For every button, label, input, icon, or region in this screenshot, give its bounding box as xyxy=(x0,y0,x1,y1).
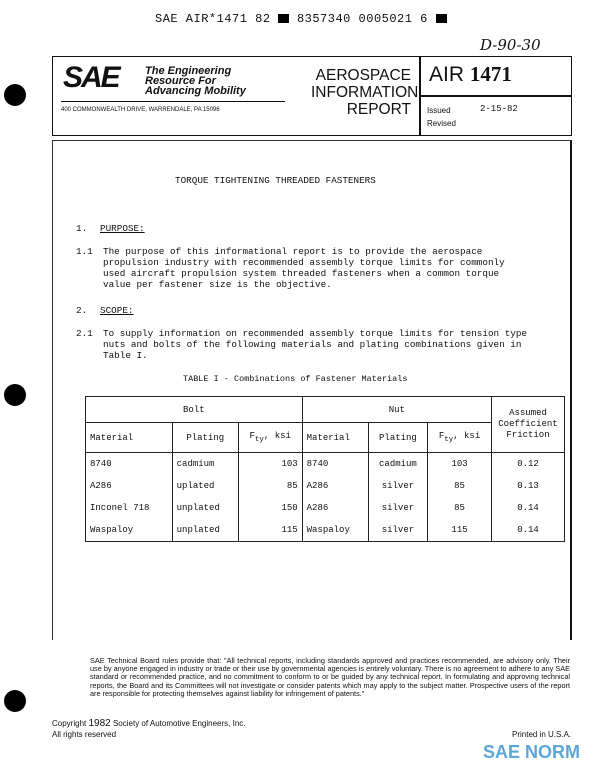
table-row: 8740 cadmium 103 8740 cadmium 103 0.12 xyxy=(86,453,565,476)
document-page: SAE AIR*1471 82 8357340 0005021 6 D-90-30 SAE The Engineering Resource For Advancing Mobility 400 COMMONWEALTH DRIVE, WARRENDALE, PA 15096 AEROSPACE INFORMATION REPORT AIR 1471 Issued Revised 2-15-82 TORQUE TIGHTENING THREADED FASTENERS 1. PURPOSE: 1.1 The purpose of this informational report is to provide the aerospace propulsion industry with recommended assembly torque limits for commonly used aircraft propulsion system threaded fasteners when a common torque value per fastener size is the objective. 2. SCOPE: 2.1 To supply information on recommended assembly torque limits for tension type nuts and bolts of the following materials and plating combinations given in Table I. TABLE I - Combinations of Fastener Materials Bolt Nut Assumed Coefficient Friction Material Plating $F_{ty}$, ksi Material Plating $F_{ty}$, ksi 8740 cadmium 103 8740 cadmium 103 0.12 A286 uplated 85 A286 silver 85 0.13 Inconel 718 unplated 150 A286 silver 85 0.14 Waspaloy unplated 115 Waspaloy silver 115 0.14 SAE Technical Board rules provide that: "All technical reports, including standards approved and practices recommended, are advisory only. Their use by anyone engaged in industry or trade or their use by governmental agencies is entirely voluntary. There is no agreement to adhere to any SAE standard or recommended practice, and no commitment to conform to or be guided by any technical report. In formulating and approving technical reports, the Board and its Committees will not investigate or consider patents which may apply to the subject matter. Prospective users of the report are responsible for protecting themselves against liability for infringement of patents." Copyright 1982 Society of Automotive Engineers, Inc. All rights reserved Printed in U.S.A. SAE NORM xyxy=(0,0,600,776)
section-heading: SCOPE: xyxy=(100,305,134,316)
archive-stamp: SAE AIR*1471 82 8357340 0005021 6 xyxy=(155,12,447,26)
section-heading: PURPOSE: xyxy=(100,223,145,234)
sae-norm-watermark: SAE NORM xyxy=(483,742,581,762)
document-number: AIR 1471 xyxy=(429,62,512,86)
table-row: A286 uplated 85 A286 silver 85 0.13 xyxy=(86,475,565,497)
tagline: The Engineering Resource For Advancing Mobility xyxy=(145,65,246,97)
body-frame xyxy=(52,140,572,640)
materials-table: Bolt Nut Assumed Coefficient Friction Material Plating $F_{ty}$, ksi Material Plating $F_{ty}$, ksi 8740 cadmium 103 8740 cadmium 103 0.12 A286 uplated 85 A286 silver 85 0.13 Inconel 718 unplated 150 A286 silver 85 0.14 Waspaloy unplated 115 Waspaloy silver 115 0.14 xyxy=(85,396,565,542)
table-caption: TABLE I - Combinations of Fastener Materials xyxy=(183,374,408,384)
document-title: TORQUE TIGHTENING THREADED FASTENERS xyxy=(175,175,376,186)
table-row: Inconel 718 unplated 150 A286 silver 85 0.14 xyxy=(86,497,565,519)
divider xyxy=(61,101,285,102)
punch-hole xyxy=(4,384,26,406)
paragraph: To supply information on recommended assembly torque limits for tension type nuts and bolts of the following materials and plating combinations given in Table I. xyxy=(103,328,528,361)
printed-in: Printed in U.S.A. xyxy=(512,730,572,739)
handwritten-note: D-90-30 xyxy=(480,36,541,54)
paragraph: The purpose of this informational report is to provide the aerospace propulsion industry with recommended assembly torque limits for commonly used aircraft propulsion system threaded fasteners when a common torque value per fastener size is the objective. xyxy=(103,246,505,290)
punch-hole xyxy=(4,84,26,106)
sae-logo: SAE xyxy=(63,61,119,94)
disclaimer: SAE Technical Board rules provide that: "All technical reports, including standards approved and practices recommended, are advisory only. Their use by anyone engaged in industry or trade or their use by governmental agencies is entirely voluntary. There is no agreement to adhere to any SAE standard or recommended practice, and no commitment to conform to or be guided by any technical report. In formulating and approving technical reports, the Board and its Committees will not investigate or consider patents which may apply to the subject matter. Prospective users of the report are responsible for protecting themselves against liability for infringement of patents." xyxy=(90,656,570,698)
punch-hole xyxy=(4,690,26,712)
issued-date: 2-15-82 xyxy=(480,104,518,114)
address: 400 COMMONWEALTH DRIVE, WARRENDALE, PA 15096 xyxy=(61,107,220,113)
document-header xyxy=(52,56,572,136)
issue-labels: Issued Revised xyxy=(427,106,456,128)
table-row: Waspaloy unplated 115 Waspaloy silver 115 0.14 xyxy=(86,519,565,542)
report-type: AEROSPACE INFORMATION REPORT xyxy=(311,67,419,118)
copyright: Copyright 1982 Society of Automotive Engineers, Inc. All rights reserved xyxy=(52,718,246,739)
